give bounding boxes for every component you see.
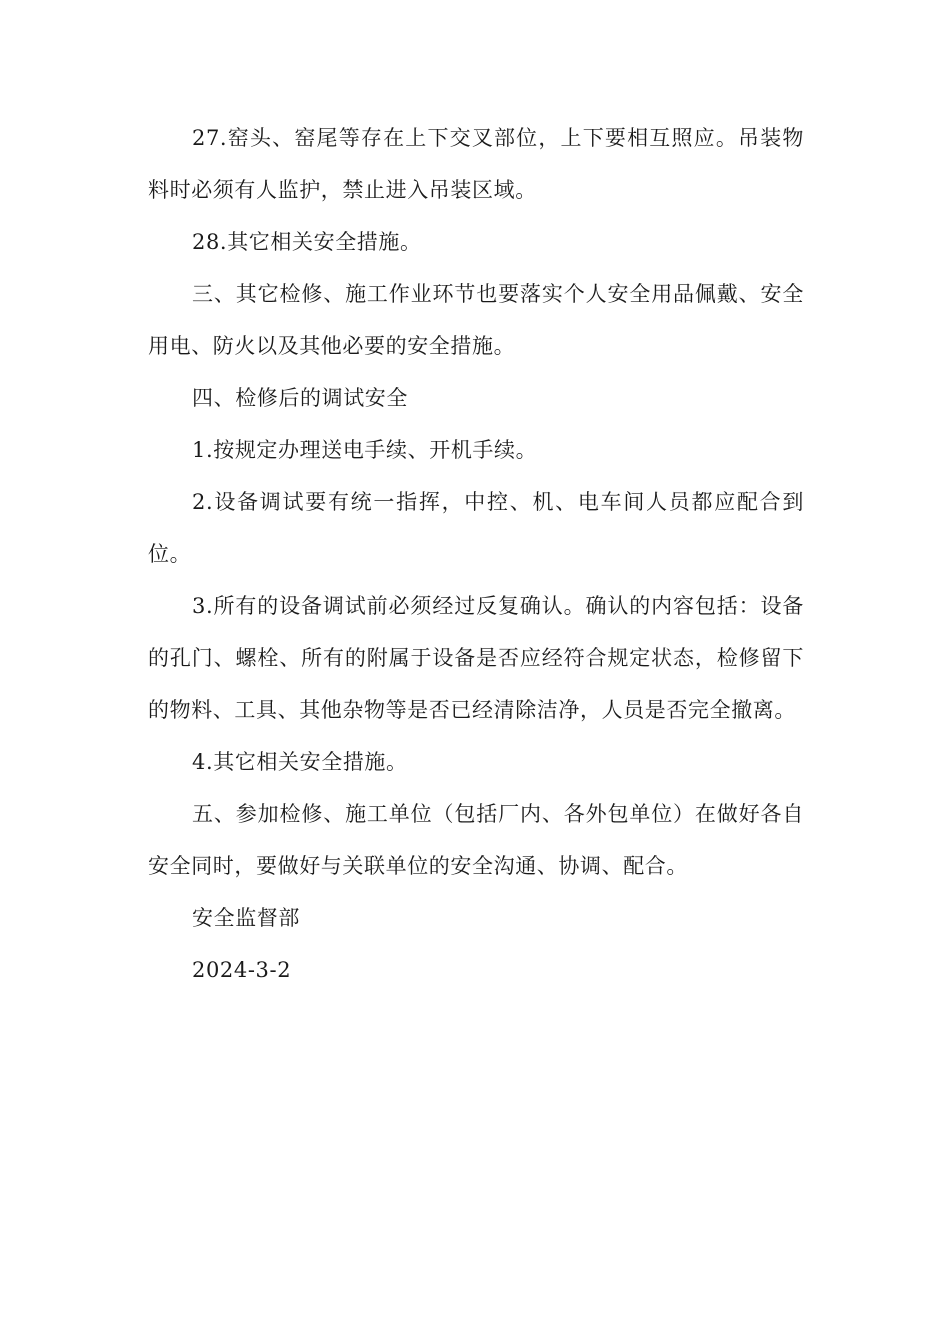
- signature-date: 2024-3-2: [192, 958, 292, 982]
- paragraph-item-27: 27.窑头、窑尾等存在上下交叉部位，上下要相互照应。吊装物料时必须有人监护，禁止进入吊装区域。: [148, 126, 804, 202]
- paragraph-item-4: 4.其它相关安全措施。: [192, 750, 408, 774]
- signature-department: 安全监督部: [192, 906, 300, 930]
- section-four-heading: 四、检修后的调试安全: [192, 386, 408, 410]
- document-body: [148, 112, 804, 996]
- paragraph-item-2: 2.设备调试要有统一指挥，中控、机、电车间人员都应配合到位。: [148, 490, 804, 566]
- paragraph-item-28: 28.其它相关安全措施。: [192, 230, 422, 254]
- paragraph-item-1: 1.按规定办理送电手续、开机手续。: [192, 438, 538, 462]
- section-three-paragraph: 三、其它检修、施工作业环节也要落实个人安全用品佩戴、安全用电、防火以及其他必要的安全措施。: [148, 282, 804, 358]
- section-five-paragraph: 五、参加检修、施工单位（包括厂内、各外包单位）在做好各自安全同时，要做好与关联单位的安全沟通、协调、配合。: [148, 802, 804, 878]
- paragraph-item-3: 3.所有的设备调试前必须经过反复确认。确认的内容包括：设备的孔门、螺栓、所有的附属于设备是否应经符合规定状态，检修留下的物料、工具、其他杂物等是否已经清除洁净，人员是否完全撤离。: [148, 594, 804, 722]
